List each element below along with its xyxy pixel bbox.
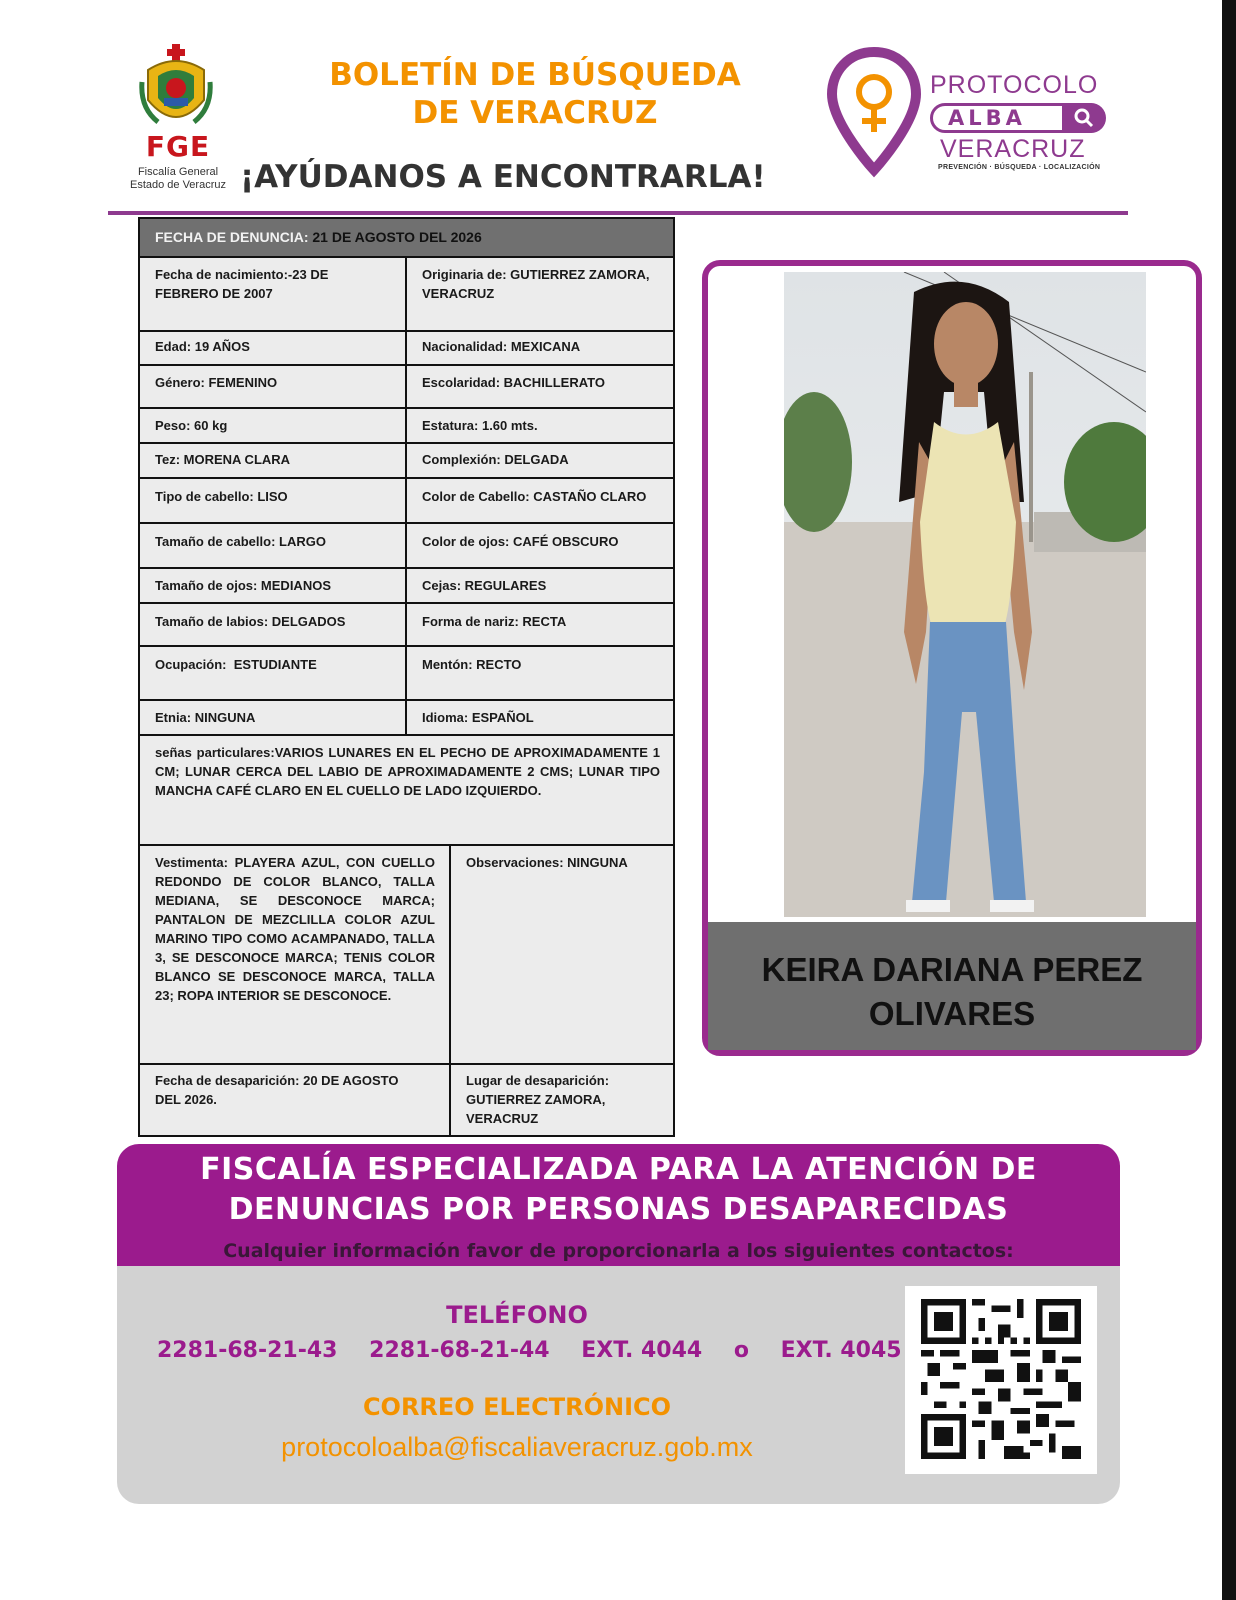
birth-date: Fecha de nacimiento:-23 DE FEBRERO DE 2007 [155,267,329,301]
alba-protocolo-text: PROTOCOLO [930,71,1099,99]
table-divider [138,1063,675,1065]
bulletin-title [280,56,790,132]
lip-size: Tamaño de labios: DELGADOS [155,614,346,629]
page-edge-strip [1222,0,1236,1600]
extension-1: EXT. 4044 [581,1338,703,1363]
hair-color: Color de Cabello: CASTAÑO CLARO [422,489,647,504]
hair-type: Tipo de cabello: LISO [155,489,288,504]
disappearance-date: Fecha de desaparición: 20 DE AGOSTO DEL 2026. [155,1073,399,1107]
origin: Originaria de: GUTIERREZ ZAMORA, VERACRUZ [422,267,650,301]
gender: Género: FEMENINO [155,375,278,390]
search-icon [1070,104,1098,132]
age: Edad: 19 AÑOS [155,339,250,354]
location-pin-female-icon [826,46,922,178]
distinguishing-marks: señas particulares:VARIOS LUNARES EN EL PECHO DE APROXIMADAMENTE 1 CM; LUNAR CERCA DEL LABIO DE APROXIMADAMENTE 2 CMS; LUNAR TIPO MANCHA CAFÉ CLARO EN EL CUELLO DE LADO IZQUIERDO. [155,745,660,798]
fge-logo-text: FGE [145,130,211,163]
qr-code-icon[interactable] [921,1299,1081,1459]
email-heading: CORREO ELECTRÓNICO [362,1393,672,1421]
fge-subtitle-line1: Fiscalía General [137,166,219,178]
build: Complexión: DELGADA [422,452,569,467]
clothing: Vestimenta: PLAYERA AZUL, CON CUELLO REDONDO DE COLOR BLANCO, TALLA MEDIANA, SE DESCONOCE MARCA; PANTALON DE MEZCLILLA COLOR AZUL MARINO TIPO COMO ACAMPANADO, TALLA 3, SE DESCONOCE MARCA; TENIS COLOR BLANCO SE DESCONOCE MARCA, TALLA 23; ROPA INTERIOR SE DESCONOCE. [155,855,435,1003]
report-date [155,228,482,247]
phone-heading: TELÉFONO [446,1301,588,1329]
person-photo [784,272,1146,917]
table-divider [138,844,675,846]
fge-subtitle-line2: Estado de Veracruz [129,179,226,191]
alba-text: ALBA [948,106,1026,130]
bulletin-title-line1: BOLETÍN DE BÚSQUEDA [329,57,741,93]
table-column-divider [405,256,407,734]
help-find-her-heading: ¡AYÚDANOS A ENCONTRARLA! [240,159,766,195]
report-date-value: 21 DE AGOSTO DEL 2026 [312,229,482,245]
email-address[interactable]: protocoloalba@fiscaliaveracruz.gob.mx [281,1432,753,1462]
bulletin-title-line2: DE VERACRUZ [412,95,658,131]
nose-shape: Forma de nariz: RECTA [422,614,567,629]
table-column-divider [449,844,451,1137]
contact-instructions: Cualquier información favor de proporcionarla a los siguientes contactos: [223,1240,1014,1262]
eye-color: Color de ojos: CAFÉ OBSCURO [422,534,619,549]
veracruz-coat-of-arms-icon [138,42,214,134]
alba-tagline: PREVENCIÓN · BÚSQUEDA · LOCALIZACIÓN [938,164,1101,171]
nationality: Nacionalidad: MEXICANA [422,339,581,354]
header-divider [108,211,1128,215]
phone-number-1[interactable]: 2281-68-21-43 [157,1338,338,1363]
height: Estatura: 1.60 mts. [422,418,538,433]
chin: Mentón: RECTO [422,657,522,672]
banner-line2: DENUNCIAS POR PERSONAS DESAPARECIDAS [228,1192,1009,1227]
observations: Observaciones: NINGUNA [466,855,628,870]
extension-conjunction: o [733,1338,749,1363]
phone-numbers [157,1336,917,1366]
alba-veracruz-text: VERACRUZ [940,135,1086,163]
fge-subtitle [112,166,244,192]
extension-2: EXT. 4045 [780,1338,902,1363]
banner-line1: FISCALÍA ESPECIALIZADA PARA LA ATENCIÓN DE [200,1152,1037,1187]
eyebrows: Cejas: REGULARES [422,578,547,593]
prosecutor-banner-title [117,1150,1120,1230]
eye-size: Tamaño de ojos: MEDIANOS [155,578,331,593]
language: Idioma: ESPAÑOL [422,710,534,725]
skin-tone: Tez: MORENA CLARA [155,452,291,467]
schooling: Escolaridad: BACHILLERATO [422,375,605,390]
ethnicity: Etnia: NINGUNA [155,710,256,725]
weight: Peso: 60 kg [155,418,228,433]
occupation: Ocupación: ESTUDIANTE [155,657,317,672]
hair-length: Tamaño de cabello: LARGO [155,534,326,549]
missing-person-name: KEIRA DARIANA PEREZ OLIVARES [761,951,1143,1032]
disappearance-place: Lugar de desaparición: GUTIERREZ ZAMORA, VERACRUZ [466,1073,610,1126]
table-divider [138,734,675,736]
phone-number-2[interactable]: 2281-68-21-44 [369,1338,550,1363]
report-date-label: FECHA DE DENUNCIA: [155,229,309,245]
